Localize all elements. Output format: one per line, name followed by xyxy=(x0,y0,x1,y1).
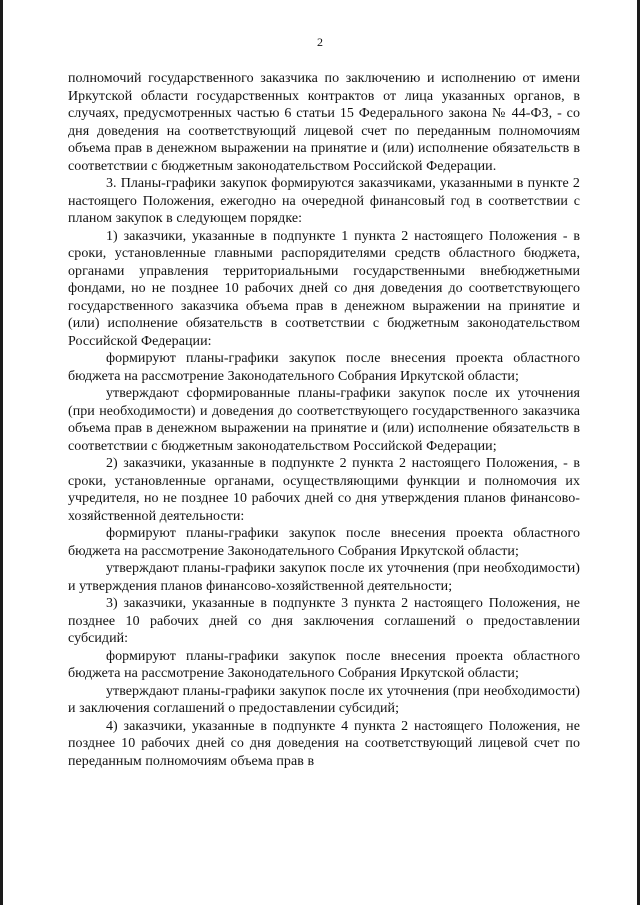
paragraph-subclause-4: 4) заказчики, указанные в подпункте 4 пункта 2 настоящего Положения, не позднее 10 рабочих дней со дня доведения на соответствующий лицевой счет по переданным полномочиям объема прав в xyxy=(68,718,580,769)
paragraph-clause-3: 3. Планы-графики закупок формируются заказчиками, указанными в пункте 2 настоящего Положения, ежегодно на очередной финансовый год в соответствии с планом закупок в следующем порядке: xyxy=(68,176,580,226)
scan-left-edge xyxy=(0,0,3,905)
paragraph-form-plans-2: формируют планы-графики закупок после внесения проекта областного бюджета на рассмотрение Законодательного Собрания Иркутской области; xyxy=(68,526,580,559)
paragraph-subclause-2: 2) заказчики, указанные в подпункте 2 пункта 2 настоящего Положения, - в сроки, установленные органами, осуществляющими функции и полномочия их учредителя, но не позднее 10 рабочих дней со дня утверждения планов финансово-хозяйственной деятельности: xyxy=(68,456,580,524)
paragraph-continuation: полномочий государственного заказчика по заключению и исполнению от имени Иркутской области государственных контрактов от лица указанных органов, в случаях, предусмотренных частью 6 статьи 15 Федерального закона № 44-ФЗ, - со дня доведения на соответствующий лицевой счет по переданным полномочиям объема прав в денежном выражении на принятие и (или) исполнение обязательств в соответствии с бюджетным законодательством Российской Федерации. xyxy=(68,71,580,174)
paragraph-approve-plans-2: утверждают планы-графики закупок после их уточнения (при необходимости) и утверждения планов финансово-хозяйственной деятельности; xyxy=(68,561,580,594)
paragraph-subclause-1: 1) заказчики, указанные в подпункте 1 пункта 2 настоящего Положения - в сроки, установленные главными распорядителями средств областного бюджета, органами управления территориальными государственными внебюджетными фондами, но не позднее 10 рабочих дней со дня доведения до соответствующего государственного заказчика объема прав в денежном выражении на принятие и (или) исполнение обязательств в соответствии с бюджетным законодательством Российской Федерации: xyxy=(68,228,580,349)
paragraph-form-plans-3: формируют планы-графики закупок после внесения проекта областного бюджета на рассмотрение Законодательного Собрания Иркутской области; xyxy=(68,648,580,681)
paragraph-subclause-3: 3) заказчики, указанные в подпункте 3 пункта 2 настоящего Положения, не позднее 10 рабочих дней со дня заключения соглашений о предоставлении субсидий: xyxy=(68,596,580,646)
document-body xyxy=(68,70,580,770)
paragraph-approve-plans-1: утверждают сформированные планы-графики закупок после их уточнения (при необходимости) и доведения до соответствующего государственного заказчика объема прав в денежном выражении на принятие и (или) исполнение обязательств в соответствии с бюджетным законодательством Российской Федерации; xyxy=(68,386,580,454)
paragraph-approve-plans-3: утверждают планы-графики закупок после их уточнения (при необходимости) и заключения соглашений о предоставлении субсидий; xyxy=(68,683,580,716)
paragraph-form-plans-1: формируют планы-графики закупок после внесения проекта областного бюджета на рассмотрение Законодательного Собрания Иркутской области; xyxy=(68,351,580,384)
page-number: 2 xyxy=(317,35,323,49)
